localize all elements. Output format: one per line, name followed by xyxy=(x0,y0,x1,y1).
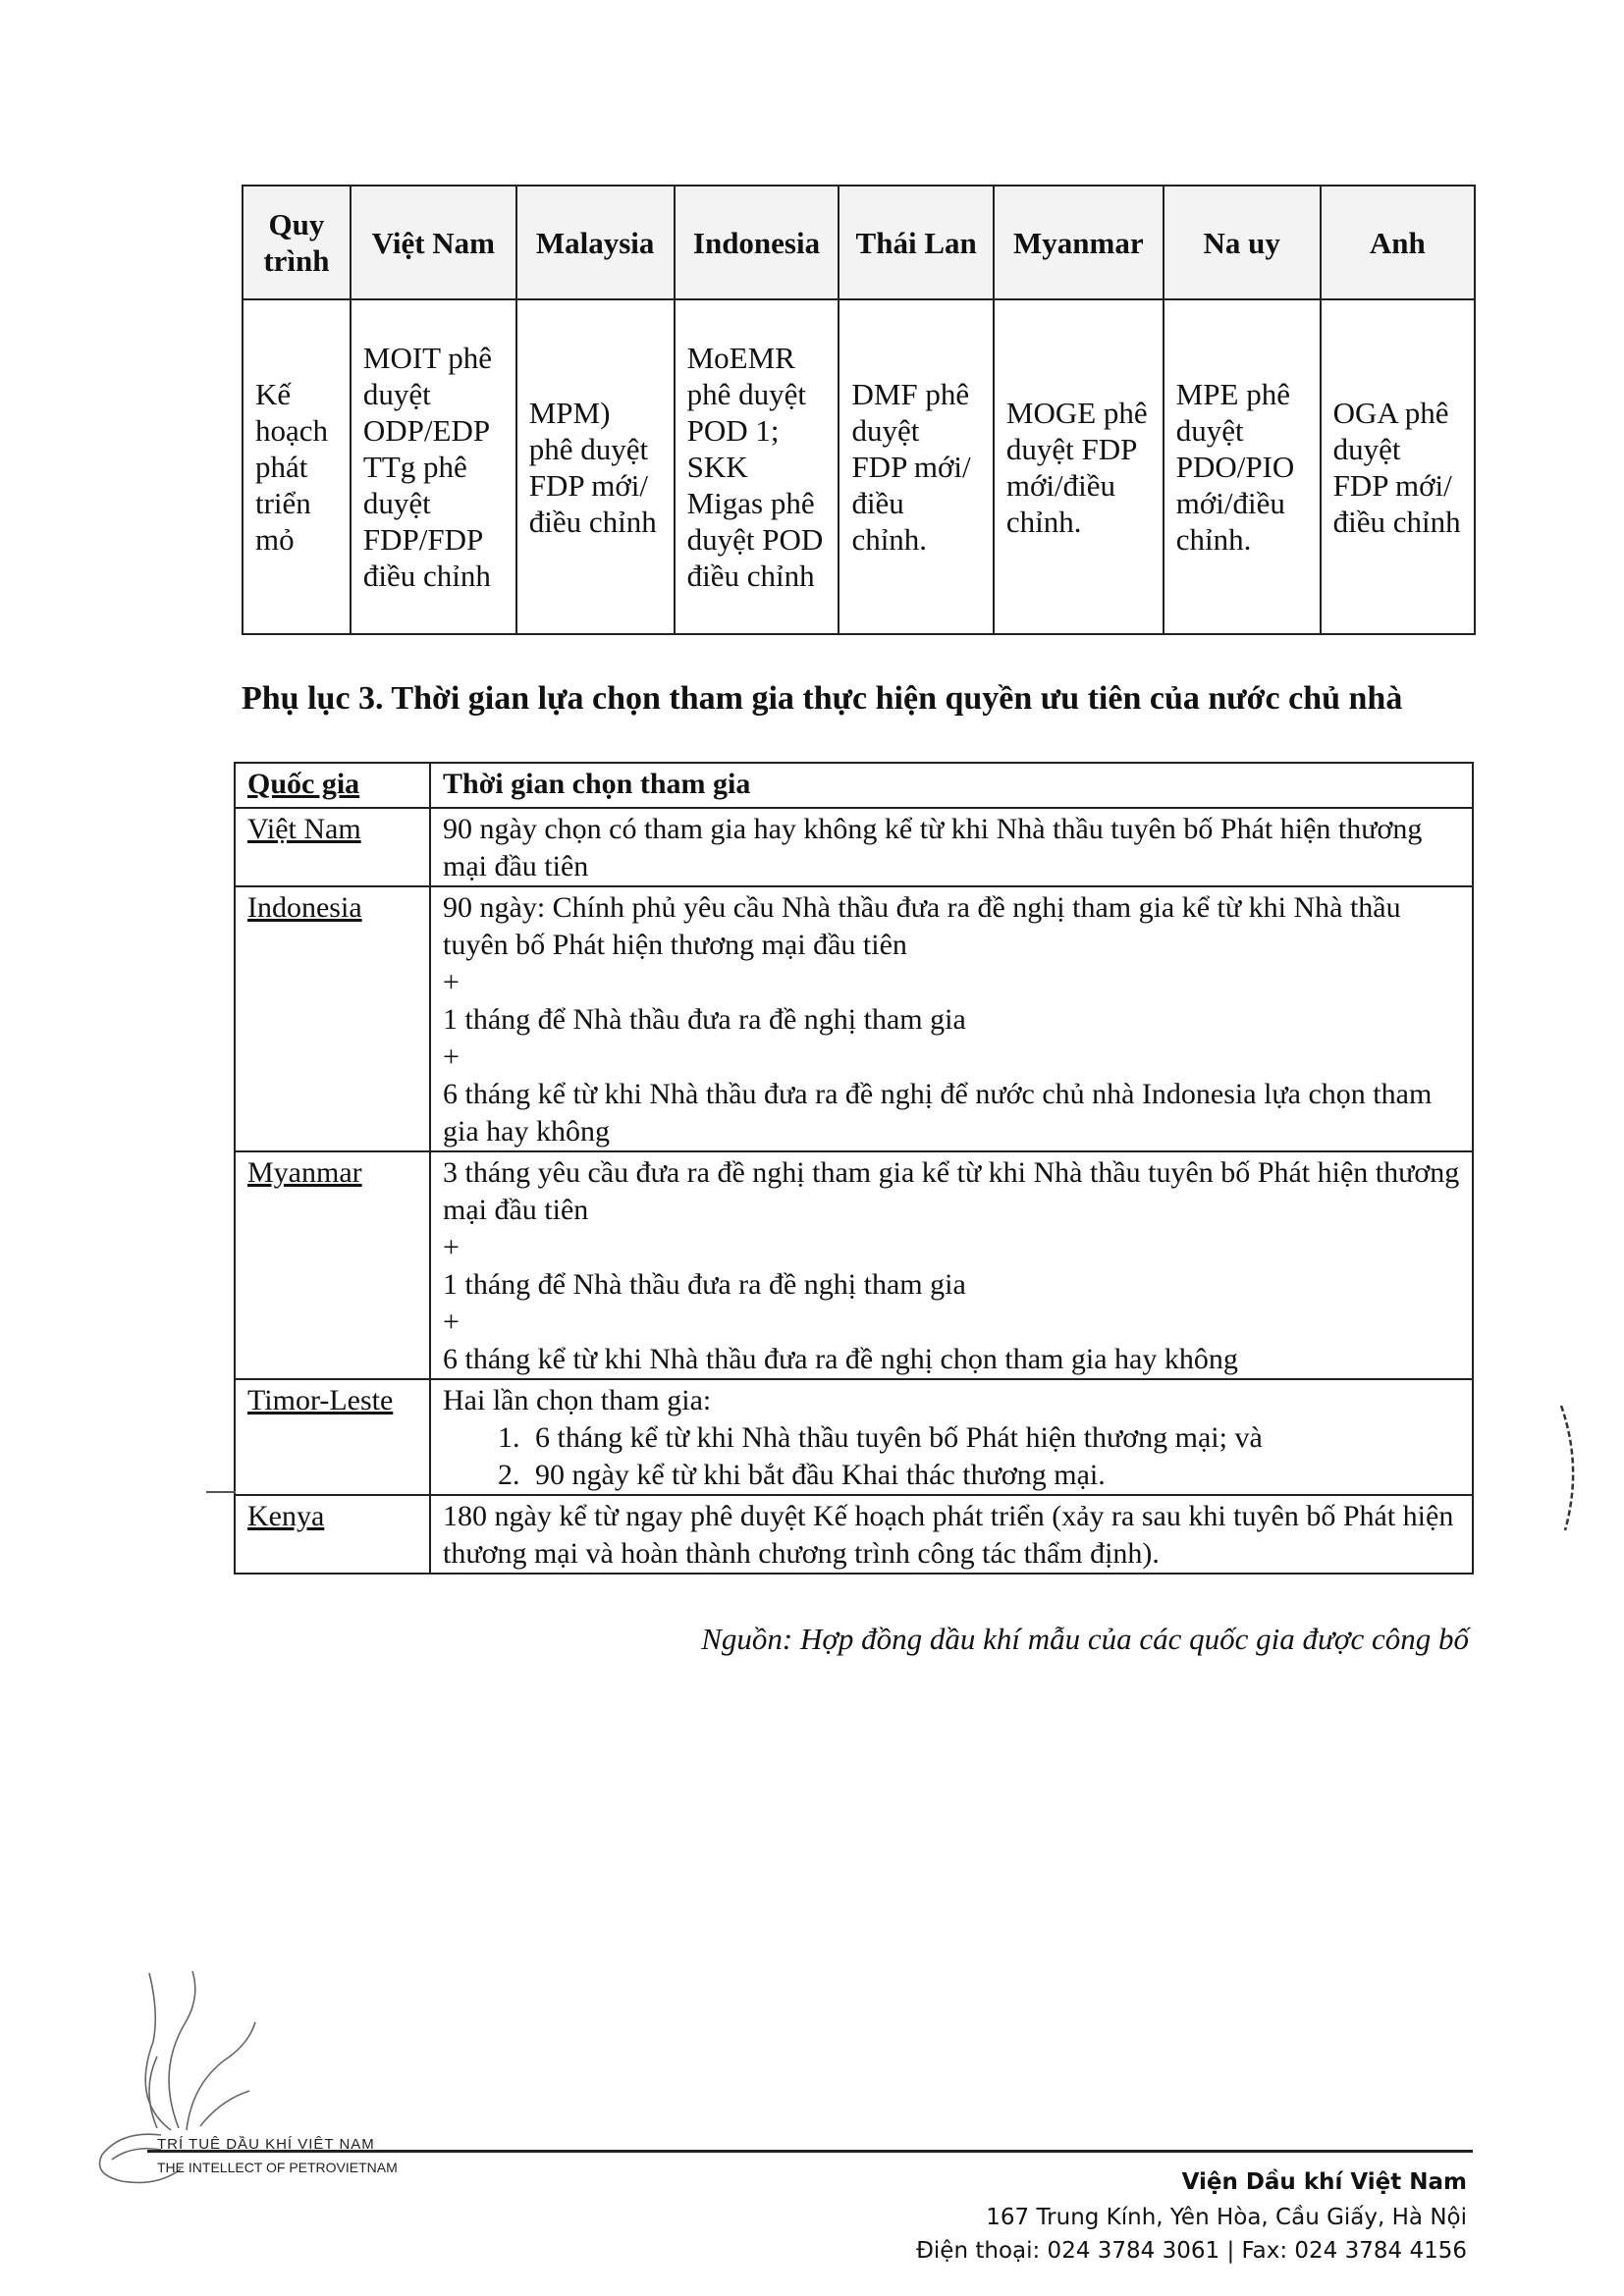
table-row xyxy=(235,886,1473,1151)
timing-cell xyxy=(430,1495,1473,1574)
table-row xyxy=(235,1495,1473,1574)
table1-header-cell: Myanmar xyxy=(994,186,1164,299)
timing-cell xyxy=(430,808,1473,886)
table1-header-cell: Na uy xyxy=(1164,186,1321,299)
table1-cell: DMF phê duyệt FDP mới/điều chỉnh. xyxy=(839,299,993,634)
country-cell: Myanmar xyxy=(235,1151,430,1379)
list-item: 2. 90 ngày kể từ khi bắt đầu Khai thác thương mại. xyxy=(527,1457,1460,1494)
table-row xyxy=(235,1151,1473,1379)
timing-line: 1 tháng để Nhà thầu đưa ra đề nghị tham gia xyxy=(443,1268,966,1301)
table1-cell: MPM) phê duyệt FDP mới/điều chỉnh xyxy=(516,299,675,634)
table1-header-cell: Anh xyxy=(1321,186,1475,299)
timing-line: 90 ngày chọn có tham gia hay không kể từ khi Nhà thầu tuyên bố Phát hiện thương mại đầu tiên xyxy=(443,813,1423,882)
table2-header-row xyxy=(235,763,1473,808)
table-row xyxy=(235,808,1473,886)
table1-header-cell: Việt Nam xyxy=(351,186,516,299)
table1-cell: MPE phê duyệt PDO/PIO mới/điều chỉnh. xyxy=(1164,299,1321,634)
table1-cell: MoEMR phê duyệt POD 1; SKK Migas phê duyệt POD điều chỉnh xyxy=(675,299,839,634)
table1-cell: OGA phê duyệt FDP mới/điều chỉnh xyxy=(1321,299,1475,634)
brand-slogan-en: THE INTELLECT OF PETROVIETNAM xyxy=(157,2160,398,2175)
plus-sign: + xyxy=(443,1041,460,1073)
organization-name: Viện Dầu khí Việt Nam xyxy=(1181,2169,1467,2195)
timing-cell xyxy=(430,886,1473,1151)
regulatory-approval-table xyxy=(242,185,1476,635)
table2-header-country: Quốc gia xyxy=(235,763,430,808)
choice-list xyxy=(443,1419,1460,1494)
plus-sign: + xyxy=(443,966,460,998)
country-cell: Indonesia xyxy=(235,886,430,1151)
table1-header-cell: Indonesia xyxy=(675,186,839,299)
timing-line: 3 tháng yêu cầu đưa ra đề nghị tham gia kể từ khi Nhà thầu tuyên bố Phát hiện thương mại đầu tiên xyxy=(443,1156,1460,1226)
organization-contact: Điện thoại: 024 3784 3061 | Fax: 024 3784 4156 xyxy=(916,2238,1467,2264)
timing-cell xyxy=(430,1151,1473,1379)
table1-header-row xyxy=(243,186,1475,299)
table1-cell: Kế hoạch phát triển mỏ xyxy=(243,299,351,634)
margin-dash-mark xyxy=(206,1491,236,1493)
appendix-caption: Phụ lục 3. Thời gian lựa chọn tham gia thực hiện quyền ưu tiên của nước chủ nhà xyxy=(242,680,1403,717)
margin-bracket-mark xyxy=(1557,1402,1587,1534)
country-cell: Timor-Leste xyxy=(235,1379,430,1495)
table1-row xyxy=(243,299,1475,634)
timing-line: 6 tháng kể từ khi Nhà thầu đưa ra đề nghị chọn tham gia hay không xyxy=(443,1343,1238,1375)
table1-cell: MOGE phê duyệt FDP mới/điều chỉnh. xyxy=(994,299,1164,634)
timing-intro: Hai lần chọn tham gia: xyxy=(443,1384,712,1416)
table2-header-timing: Thời gian chọn tham gia xyxy=(430,763,1473,808)
timing-line: 90 ngày: Chính phủ yêu cầu Nhà thầu đưa ra đề nghị tham gia kể từ khi Nhà thầu tuyên bố Phát hiện thương mại đầu tiên xyxy=(443,891,1401,961)
country-cell: Kenya xyxy=(235,1495,430,1574)
timing-line: 6 tháng kể từ khi Nhà thầu đưa ra đề nghị để nước chủ nhà Indonesia lựa chọn tham gia hay không xyxy=(443,1078,1433,1148)
plus-sign: + xyxy=(443,1306,460,1338)
table1-header-cell: Malaysia xyxy=(516,186,675,299)
source-note: Nguồn: Hợp đồng dầu khí mẫu của các quốc gia được công bố xyxy=(701,1622,1469,1656)
plus-sign: + xyxy=(443,1231,460,1263)
table1-header-cell: Thái Lan xyxy=(839,186,993,299)
country-cell: Việt Nam xyxy=(235,808,430,886)
table1-header-cell: Quy trình xyxy=(243,186,351,299)
table-row xyxy=(235,1379,1473,1495)
brand-slogan-vn: TRÍ TUỆ DẦU KHÍ VIỆT NAM xyxy=(157,2136,375,2153)
timing-cell xyxy=(430,1379,1473,1495)
list-item: 1. 6 tháng kể từ khi Nhà thầu tuyên bố Phát hiện thương mại; và xyxy=(527,1419,1460,1457)
participation-timing-table xyxy=(234,762,1474,1575)
table1-cell: MOIT phê duyệt ODP/EDP TTg phê duyệt FDP/FDP điều chỉnh xyxy=(351,299,516,634)
petrovietnam-leaf-logo-icon xyxy=(63,1963,397,2189)
timing-line: 180 ngày kể từ ngay phê duyệt Kế hoạch phát triển (xảy ra sau khi tuyên bố Phát hiện thương mại và hoàn thành chương trình công tác thẩm định). xyxy=(443,1500,1454,1570)
timing-line: 1 tháng để Nhà thầu đưa ra đề nghị tham gia xyxy=(443,1003,966,1036)
organization-address: 167 Trung Kính, Yên Hòa, Cầu Giấy, Hà Nội xyxy=(986,2205,1467,2230)
